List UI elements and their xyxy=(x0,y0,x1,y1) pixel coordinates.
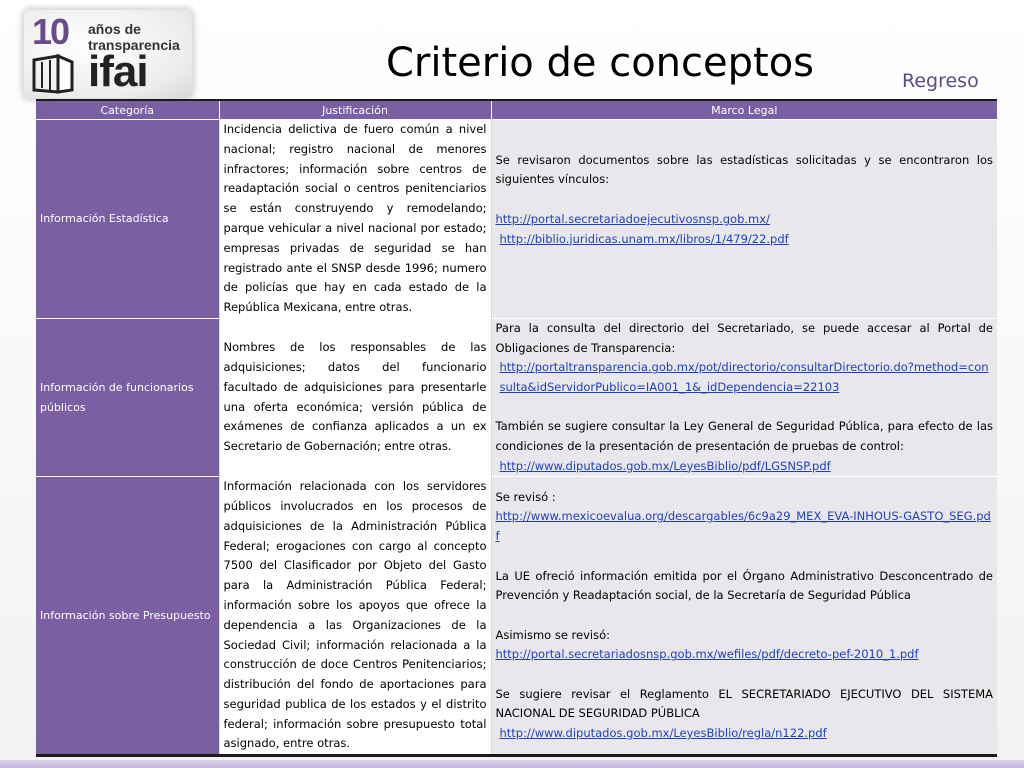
logo-line1: años de xyxy=(88,21,141,37)
ifai-logo xyxy=(24,10,192,98)
justification-cell: Incidencia delictiva de fuero común a nivel nacional; registro nacional de menores infractores; información sobre centros de readaptación social o centros penitenciarios se están construyendo y remodelando; parque vehicular a nivel nacional por estado; empresas privadas de seguridad se han registrado ante el SNSP desde 1996; numero de policías que hay en cada estado de la República Mexicana, entre otras. xyxy=(219,120,491,319)
logo-number: 10 xyxy=(32,11,69,52)
legal-link[interactable]: http://www.diputados.gob.mx/LeyesBiblio/pdf/LGSNSP.pdf xyxy=(499,458,831,473)
logo-line2: transparencia xyxy=(88,37,180,53)
table-row xyxy=(36,318,997,476)
table-row xyxy=(36,120,997,319)
legal-link[interactable]: http://portal.secretariadoejecutivosnsp.gob.mx/ xyxy=(495,211,770,226)
legal-text: Para la consulta del directorio del Secretariado, se puede accesar al Portal de Obligaciones de Transparencia: xyxy=(495,320,993,355)
category-cell: Información de funcionarios públicos xyxy=(36,318,219,476)
legal-text: Asimismo se revisó: xyxy=(495,627,611,642)
justification-cell: Información relacionada con los servidores públicos involucrados en los procesos de adquisiciones de la Administración Pública Federal; erogaciones con cargo al concepto 7500 del Clasificador por Objeto del Gasto para la Administración Pública Federal; información sobre los apoyos que ofrece la dependencia a las Organizaciones de la Sociedad Civil; información relacionada a la construcción de doce Centros Penitenciarios; distribución del fondo de aportaciones para seguridad publica de los estados y el distrito federal; información sobre presupuesto total asignado, entre otras. xyxy=(219,477,491,756)
legal-link[interactable]: http://portal.secretariadosnsp.gob.mx/wefiles/pdf/decreto-pef-2010_1.pdf xyxy=(495,647,919,662)
page-title: Criterio de conceptos xyxy=(385,40,815,86)
back-link[interactable]: Regreso xyxy=(902,70,979,92)
category-cell: Información Estadística xyxy=(36,120,219,319)
legal-link[interactable]: http://biblio.juridicas.unam.mx/libros/1/479/22.pdf xyxy=(499,231,789,246)
legal-link[interactable]: http://www.mexicoevalua.org/descargables/6c9a29_MEX_EVA-INHOUS-GASTO_SEG.pdf xyxy=(495,509,991,543)
category-cell: Información sobre Presupuesto xyxy=(36,477,219,756)
header-marco-legal: Marco Legal xyxy=(491,100,997,120)
legal-cell xyxy=(491,120,997,319)
legal-link[interactable]: http://portaltransparencia.gob.mx/pot/directorio/consultarDirectorio.do?method=consulta&idServidorPublico=IA001_1&_idDependencia=22103 xyxy=(499,360,989,394)
header-categoria: Categoría xyxy=(36,100,219,120)
legal-text: Se revisó : xyxy=(495,489,556,504)
justification-cell: Nombres de los responsables de las adquisiciones; datos del funcionario facultado de adquisiciones para presentarle una oferta económica; versión pública de exámenes de confianza aplicados a un ex Secretario de Gobernación; entre otras. xyxy=(219,318,491,476)
legal-cell xyxy=(491,318,997,476)
door-icon xyxy=(30,54,78,94)
legal-text: Se sugiere revisar el Reglamento EL SECRETARIADO EJECUTIVO DEL SISTEMA NACIONAL DE SEGURIDAD PÚBLICA xyxy=(495,686,993,721)
table-row xyxy=(36,477,997,756)
legal-link[interactable]: http://www.diputados.gob.mx/LeyesBiblio/regla/n122.pdf xyxy=(499,726,827,741)
logo-brand: ifai xyxy=(88,47,148,96)
table-header-row xyxy=(36,100,997,120)
criteria-table xyxy=(36,99,997,757)
legal-text: También se sugiere consultar la Ley General de Seguridad Pública, para efecto de las condiciones de la presentación de presentación de pruebas de control: xyxy=(495,419,993,453)
header-justificacion: Justificación xyxy=(219,100,491,120)
legal-text: La UE ofreció información emitida por el Órgano Administrativo Desconcentrado de Prevención y Readaptación social, de la Secretaría de Seguridad Pública xyxy=(495,568,993,603)
footer-band xyxy=(0,760,1024,768)
legal-cell xyxy=(491,477,997,756)
legal-text: Se revisaron documentos sobre las estadísticas solicitadas y se encontraron los siguientes vínculos: xyxy=(495,152,993,187)
